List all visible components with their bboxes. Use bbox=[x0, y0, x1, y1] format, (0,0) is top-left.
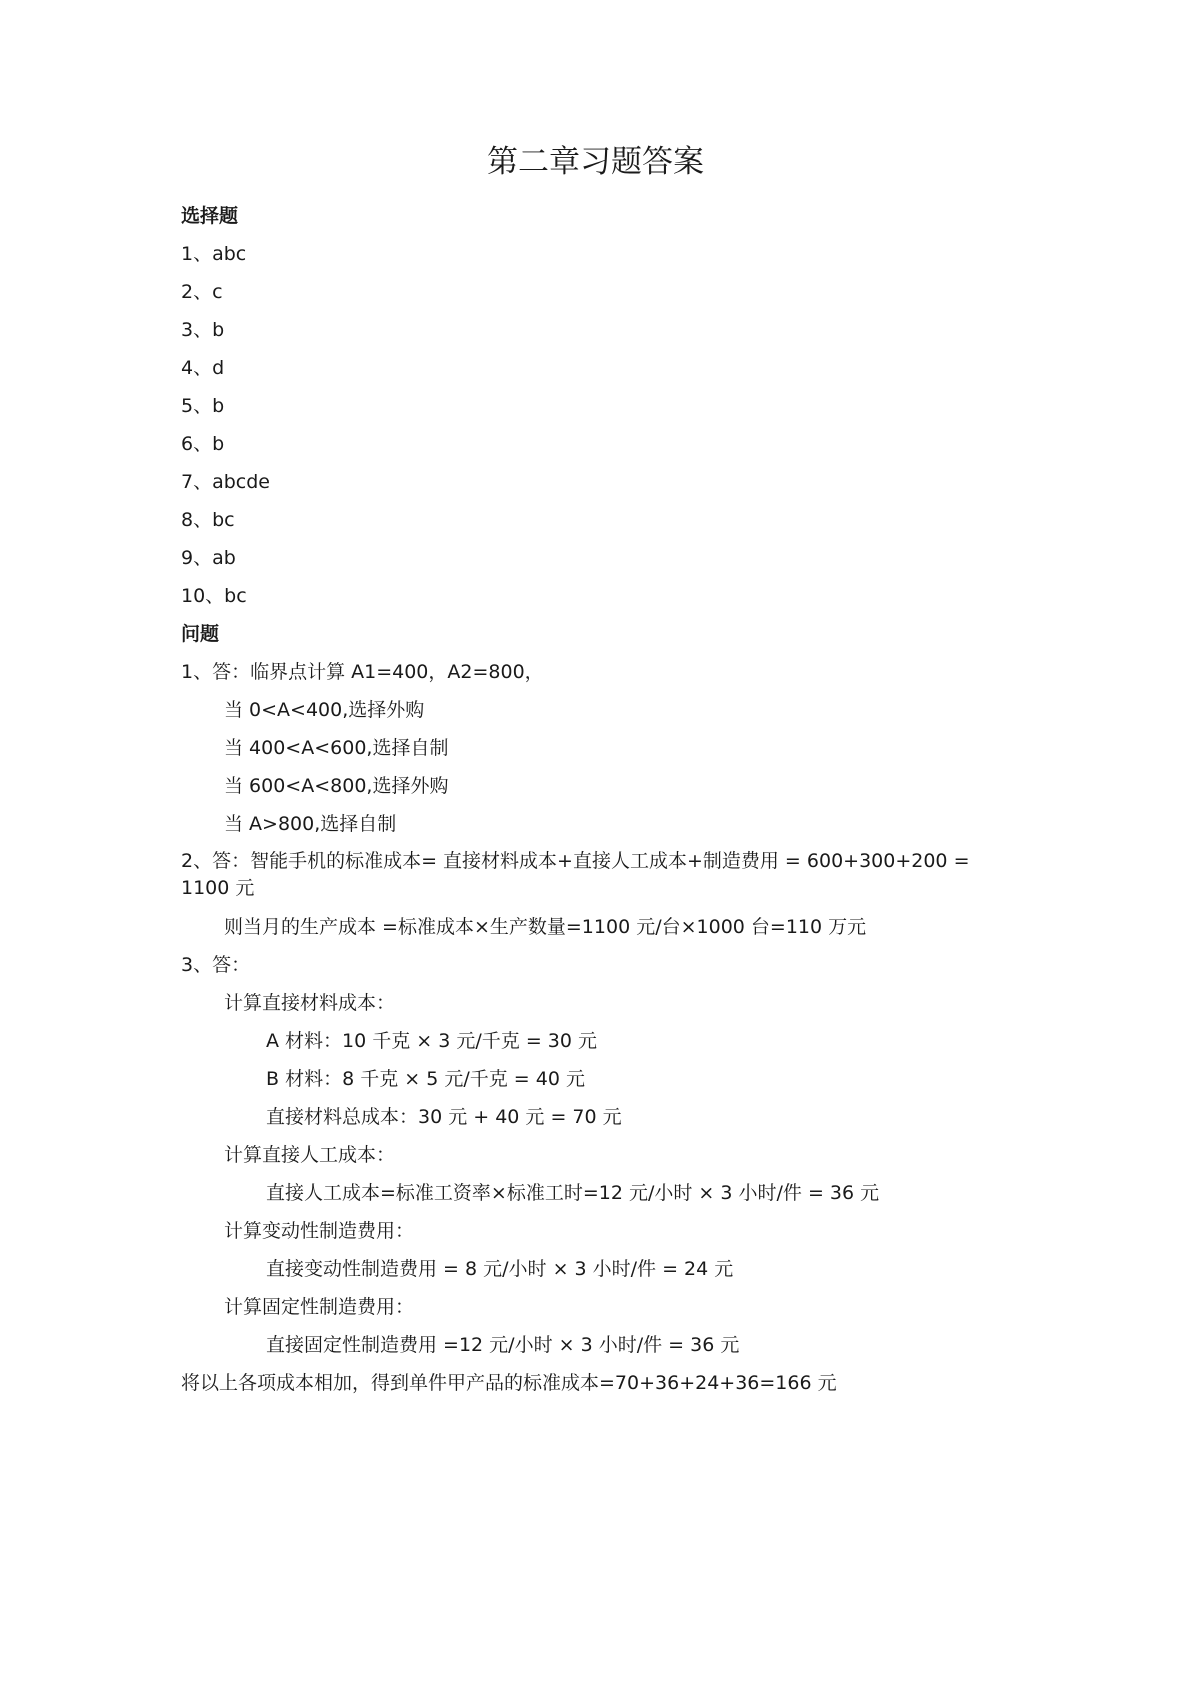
q3-variable-heading: 计算变动性制造费用： bbox=[224, 1220, 415, 1242]
choice-answer-6: 6、b bbox=[181, 433, 225, 455]
q2-intro: 2、答：智能手机的标准成本= 直接材料成本+直接人工成本+制造费用 = 600+300+200 = 1100 元 bbox=[181, 850, 970, 899]
q1-case-4: 当 A>800,选择自制 bbox=[224, 813, 397, 835]
q2-detail: 则当月的生产成本 =标准成本×生产数量=1100 元/台×1000 台=110 万元 bbox=[224, 916, 867, 938]
q3-material-b: B 材料：8 千克 × 5 元/千克 = 40 元 bbox=[266, 1068, 585, 1090]
q1-case-1: 当 0<A<400,选择外购 bbox=[224, 699, 425, 721]
q3-summary: 将以上各项成本相加，得到单件甲产品的标准成本=70+36+24+36=166 元 bbox=[181, 1372, 837, 1394]
choice-answer-10: 10、bc bbox=[181, 585, 247, 607]
choice-answer-1: 1、abc bbox=[181, 243, 247, 265]
q3-labor-heading: 计算直接人工成本： bbox=[224, 1144, 396, 1166]
choice-section-heading: 选择题 bbox=[181, 205, 239, 227]
choice-answer-8: 8、bc bbox=[181, 509, 235, 531]
choice-answer-7: 7、abcde bbox=[181, 471, 270, 493]
q3-intro: 3、答： bbox=[181, 954, 251, 976]
page-title: 第二章习题答案 bbox=[487, 144, 704, 180]
choice-answer-9: 9、ab bbox=[181, 547, 236, 569]
choice-answer-5: 5、b bbox=[181, 395, 225, 417]
q3-variable-line: 直接变动性制造费用 = 8 元/小时 × 3 小时/件 = 24 元 bbox=[266, 1258, 734, 1280]
q3-labor-line: 直接人工成本=标准工资率×标准工时=12 元/小时 × 3 小时/件 = 36 元 bbox=[266, 1182, 880, 1204]
document-body bbox=[181, 197, 1021, 1402]
choice-answer-2: 2、c bbox=[181, 281, 223, 303]
q3-material-heading: 计算直接材料成本： bbox=[224, 992, 396, 1014]
q1-case-3: 当 600<A<800,选择外购 bbox=[224, 775, 449, 797]
q1-intro: 1、答：临界点计算 A1=400，A2=800， bbox=[181, 661, 544, 683]
question-section-heading: 问题 bbox=[181, 623, 220, 645]
q3-material-total: 直接材料总成本：30 元 + 40 元 = 70 元 bbox=[266, 1106, 622, 1128]
q1-case-2: 当 400<A<600,选择自制 bbox=[224, 737, 449, 759]
q3-fixed-line: 直接固定性制造费用 =12 元/小时 × 3 小时/件 = 36 元 bbox=[266, 1334, 740, 1356]
choice-answer-3: 3、b bbox=[181, 319, 225, 341]
q3-fixed-heading: 计算固定性制造费用： bbox=[224, 1296, 415, 1318]
q3-material-a: A 材料：10 千克 × 3 元/千克 = 30 元 bbox=[266, 1030, 597, 1052]
choice-answer-4: 4、d bbox=[181, 357, 225, 379]
